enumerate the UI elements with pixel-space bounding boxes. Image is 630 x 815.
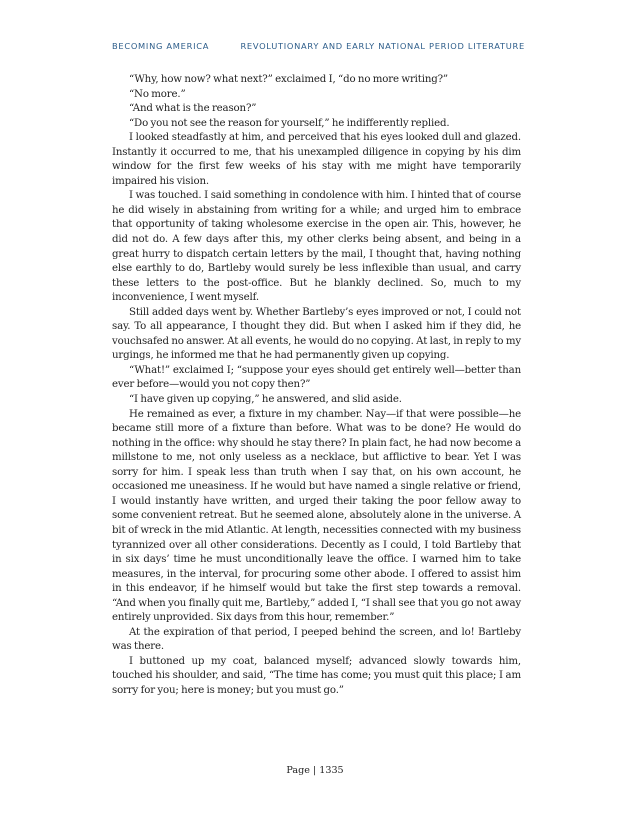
book-series-title: BECOMING AMERICA — [112, 41, 210, 51]
paragraph: “What!” exclaimed I; “suppose your eyes should get entirely well—better than ever before—would you not copy then?” — [112, 364, 521, 391]
paragraph: I looked steadfastly at him, and perceived that his eyes looked dull and glazed. Instantly it occurred to me, that his unexampled diligence in copying by his dim window for the first few weeks of his stay with me might have temporarily impaired his vision. — [112, 132, 521, 187]
paragraph: I was touched. I said something in condolence with him. I hinted that of course he did wisely in abstaining from writing for a while; and urged him to embrace that opportunity of taking wholesome exercise in the open air. This, however, he did not do. A few days after this, my other clerks being absent, and being in a great hurry to dispatch certain letters by the mail, I thought that, having nothing else earthly to do, Bartleby would surely be less inflexible than usual, and carry these letters to the post-office. But he blankly declined. So, much to my inconvenience, I went myself. — [112, 190, 521, 304]
paragraph: “No more.” — [129, 88, 186, 100]
paragraph: “Do you not see the reason for yourself,” he indifferently replied. — [129, 117, 450, 129]
paragraph: “Why, how now? what next?” exclaimed I, “do no more writing?” — [129, 74, 448, 85]
paragraph: I buttoned up my coat, balanced myself; advanced slowly towards him, touched his shoulder, and said, “The time has come; you must quit this place; I am sorry for you; here is money; but you must go.” — [112, 655, 521, 696]
page-number: Page | 1335 — [286, 765, 344, 776]
section-title: REVOLUTIONARY AND EARLY NATIONAL PERIOD LITERATURE — [240, 41, 525, 51]
body-text — [112, 73, 521, 699]
paragraph: He remained as ever, a fixture in my chamber. Nay—if that were possible—he became still more of a fixture than before. What was to be done? He would do nothing in the office: why should he stay there? In plain fact, he had now become a millstone to me, not only useless as a necklace, but afflictive to bear. Yet I was sorry for him. I speak less than truth when I say that, on his own account, he occasioned me uneasiness. If he would but have named a single relative or friend, I would instantly have written, and urged their taking the poor fellow away to some convenient retreat. But he seemed alone, absolutely alone in the universe. A bit of wreck in the mid Atlantic. At length, necessities connected with my business tyrannized over all other considerations. Decently as I could, I told Bartleby that in six days’ time he must unconditionally leave the office. I warned him to take measures, in the interval, for procuring some other abode. I offered to assist him in this endeavor, if he himself would but take the first step towards a removal. “And when you finally quit me, Bartleby,” added I, “I shall see that you go not away entirely unprovided. Six days from this hour, remember.” — [112, 408, 521, 624]
running-header — [112, 41, 532, 51]
paragraph: “And what is the reason?” — [129, 103, 257, 115]
paragraph: “I have given up copying,” he answered, and slid aside. — [129, 394, 402, 406]
paragraph: At the expiration of that period, I peeped behind the screen, and lo! Bartleby was there. — [112, 626, 521, 653]
paragraph: Still added days went by. Whether Bartleby’s eyes improved or not, I could not say. To all appearance, I thought they did. But when I asked him if they did, he vouchsafed no answer. At all events, he would do no copying. At last, in reply to my urgings, he informed me that he had permanently given up copying. — [112, 306, 521, 362]
